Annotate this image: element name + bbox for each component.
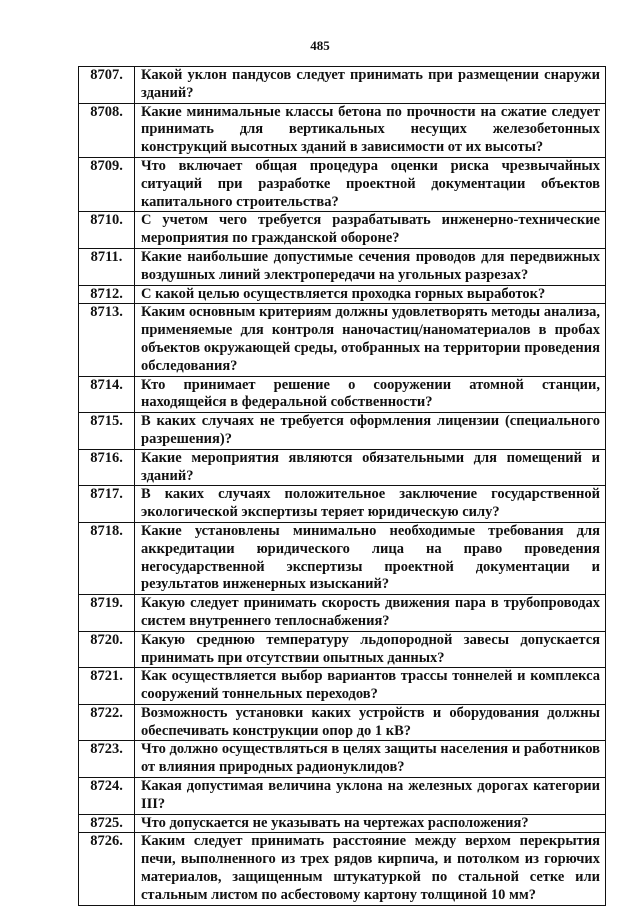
question-text: Какие мероприятия являются обязательными для помещений и зданий?	[135, 449, 606, 486]
question-text: В каких случаях не требуется оформления лицензии (специального разрешения)?	[135, 413, 606, 450]
question-number: 8723.	[79, 741, 135, 778]
table-row	[79, 103, 606, 157]
table-row	[79, 157, 606, 211]
question-number: 8714.	[79, 376, 135, 413]
question-number: 8722.	[79, 704, 135, 741]
table-row	[79, 67, 606, 104]
question-number: 8725.	[79, 814, 135, 833]
table-row	[79, 413, 606, 450]
table-row	[79, 595, 606, 632]
table-row	[79, 668, 606, 705]
table-row	[79, 304, 606, 376]
table-row	[79, 704, 606, 741]
question-text: Возможность установки каких устройств и оборудования должны обеспечивать конструкции опор до 1 кВ?	[135, 704, 606, 741]
question-text: С какой целью осуществляется проходка горных выработок?	[135, 285, 606, 304]
table-row	[79, 778, 606, 815]
table-row	[79, 833, 606, 905]
question-text: Какая допустимая величина уклона на железных дорогах категории III?	[135, 778, 606, 815]
question-text: С учетом чего требуется разрабатывать инженерно-технические мероприятия по гражданской обороне?	[135, 212, 606, 249]
question-text: Как осуществляется выбор вариантов трассы тоннелей и комплекса сооружений тоннельных переходов?	[135, 668, 606, 705]
question-number: 8719.	[79, 595, 135, 632]
question-text: Каким основным критериям должны удовлетворять методы анализа, применяемые для контроля наночастиц/наноматериалов в пробах объектов окружающей среды, отобранных на территории проведения обследования?	[135, 304, 606, 376]
question-number: 8716.	[79, 449, 135, 486]
question-number: 8707.	[79, 67, 135, 104]
question-number: 8711.	[79, 248, 135, 285]
question-number: 8709.	[79, 157, 135, 211]
table-row	[79, 212, 606, 249]
question-text: Какие минимальные классы бетона по прочности на сжатие следует принимать для вертикальных несущих железобетонных конструкций высотных зданий в зависимости от их высоты?	[135, 103, 606, 157]
question-number: 8717.	[79, 486, 135, 523]
question-number: 8710.	[79, 212, 135, 249]
question-number: 8721.	[79, 668, 135, 705]
table-row	[79, 285, 606, 304]
question-text: Какие наибольшие допустимые сечения проводов для передвижных воздушных линий электропередачи на угольных разрезах?	[135, 248, 606, 285]
question-text: Какую следует принимать скорость движения пара в трубопроводах систем внутреннего теплоснабжения?	[135, 595, 606, 632]
table-row	[79, 376, 606, 413]
question-number: 8712.	[79, 285, 135, 304]
table-row	[79, 741, 606, 778]
question-number: 8718.	[79, 522, 135, 594]
question-text: Что допускается не указывать на чертежах расположения?	[135, 814, 606, 833]
question-number: 8708.	[79, 103, 135, 157]
question-number: 8720.	[79, 631, 135, 668]
question-text: Что включает общая процедура оценки риска чрезвычайных ситуаций при разработке проектной документации объектов капитального строительства?	[135, 157, 606, 211]
question-number: 8724.	[79, 778, 135, 815]
question-number: 8726.	[79, 833, 135, 905]
question-text: Какой уклон пандусов следует принимать при размещении снаружи зданий?	[135, 67, 606, 104]
question-number: 8715.	[79, 413, 135, 450]
questions-table-body	[79, 67, 606, 906]
question-text: Какие установлены минимально необходимые требования для аккредитации юридического лица на право проведения негосударственной экспертизы проектной документации и результатов инженерных изысканий?	[135, 522, 606, 594]
table-row	[79, 522, 606, 594]
table-row	[79, 248, 606, 285]
table-row	[79, 814, 606, 833]
table-row	[79, 449, 606, 486]
questions-table	[78, 66, 606, 906]
question-text: В каких случаях положительное заключение государственной экологической экспертизы теряет юридическую силу?	[135, 486, 606, 523]
question-text: Кто принимает решение о сооружении атомной станции, находящейся в федеральной собственности?	[135, 376, 606, 413]
question-number: 8713.	[79, 304, 135, 376]
page-number: 485	[310, 38, 330, 53]
question-text: Каким следует принимать расстояние между верхом перекрытия печи, выполненного из трех рядов кирпича, и потолком из горючих материалов, защищенным штукатуркой по стальной сетке или стальным листом по асбестовому картону толщиной 10 мм?	[135, 833, 606, 905]
table-row	[79, 631, 606, 668]
question-text: Что должно осуществляться в целях защиты населения и работников от влияния природных радионуклидов?	[135, 741, 606, 778]
question-text: Какую среднюю температуру льдопородной завесы допускается принимать при отсутствии опытных данных?	[135, 631, 606, 668]
table-row	[79, 486, 606, 523]
